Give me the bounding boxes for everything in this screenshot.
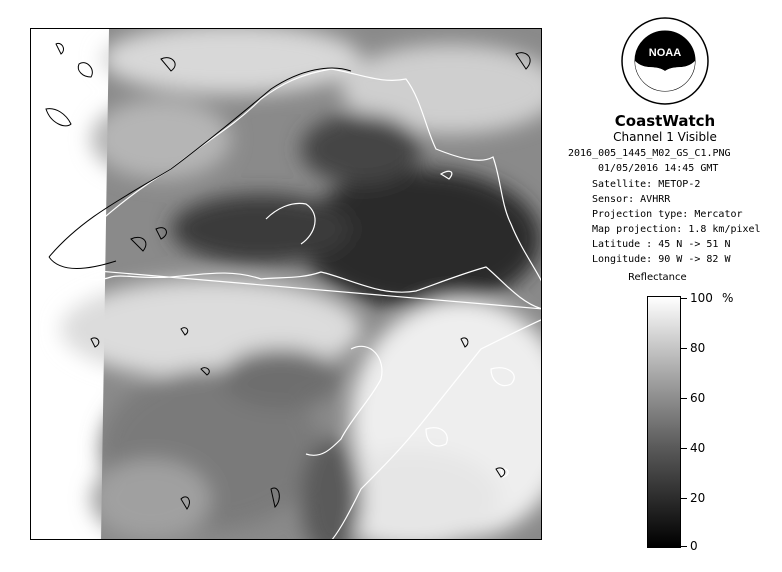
latitude-label: Latitude : 45 N -> 51 N [592,239,731,250]
colorbar-tick [681,448,687,449]
colorbar-tick [681,348,687,349]
filename-label: 2016_005_1445_M02_GS_C1.PNG [568,148,731,159]
colorbar-tick [681,298,687,299]
colorbar-tick-label: 40 [690,441,706,455]
sensor-label: Sensor: AVHRR [592,194,671,205]
colorbar [647,296,681,548]
satellite-map [30,28,542,540]
channel-label: Channel 1 Visible [613,130,717,144]
noaa-logo [620,16,710,106]
datetime-label: 01/05/2016 14:45 GMT [598,163,719,174]
map-projection-label: Map projection: 1.8 km/pixel [592,224,761,235]
brand-title: CoastWatch [614,112,716,130]
colorbar-tick [681,498,687,499]
satellite-image [31,29,542,540]
colorbar-unit: % [722,291,734,305]
noaa-logo-icon [620,16,710,106]
colorbar-tick-label: 60 [690,391,706,405]
colorbar-tick [681,546,687,547]
colorbar-tick [681,398,687,399]
noaa-logo-text: NOAA [648,47,682,59]
longitude-label: Longitude: 90 W -> 82 W [592,254,731,265]
projection-type-label: Projection type: Mercator [592,209,743,220]
colorbar-title: Reflectance [628,272,687,283]
colorbar-tick-label: 0 [690,539,698,553]
colorbar-tick-label: 80 [690,341,706,355]
no-data-region [31,29,109,540]
satellite-label: Satellite: METOP-2 [592,179,701,190]
colorbar-tick-label: 20 [690,491,706,505]
colorbar-tick-label: 100 [690,291,713,305]
